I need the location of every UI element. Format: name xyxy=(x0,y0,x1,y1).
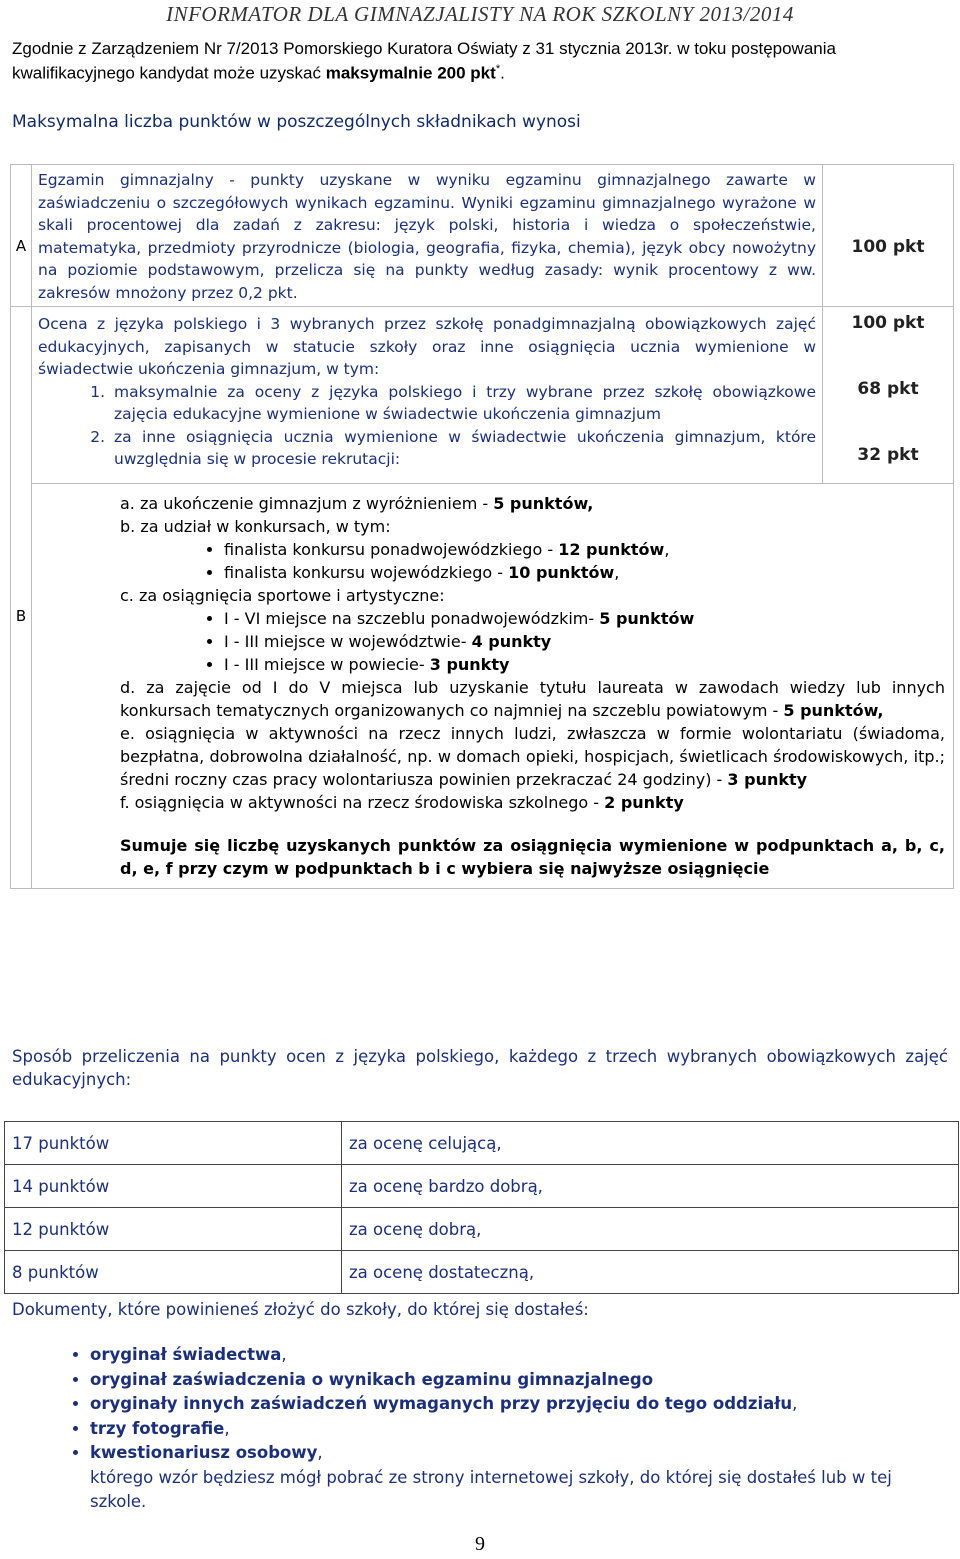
section-a-description: Egzamin gimnazjalny - punkty uzyskane w wyniku egzaminu gimnazjalnego zawarte w zaświadczeniu o szczegółowych wynikach egzaminu. Wyniki egzaminu gimnazjalnego wyrażone w skali procentowej dla zadań z zakresu: język polski, historia i wiedza o społeczeństwie, matematyka, przedmioty przyrodnicze (biologia, geografia, fizyka, chemia), język obcy nowożytny na poziomie podstawowym, przelicza się na punkty według zasady: wynik procentowy z ww. zakresów mnożony przez 0,2 pkt. xyxy=(32,165,823,307)
section-b-points: 100 pkt xyxy=(851,313,925,333)
grade-label: za ocenę bardzo dobrą, xyxy=(342,1165,959,1208)
footnote-marker: * xyxy=(495,63,501,75)
entry-points: 4 punkty xyxy=(471,631,552,651)
item-c-entry xyxy=(224,607,945,630)
entry-end: , xyxy=(614,562,620,582)
page-number: 9 xyxy=(475,1533,485,1555)
document-name: oryginały innych zaświadczeń wymaganych przy przyjęciu do tego oddziału xyxy=(90,1394,793,1413)
section-b-row xyxy=(11,483,954,888)
grade-label: za ocenę dostateczną, xyxy=(342,1251,959,1294)
section-a-points: 100 pkt xyxy=(823,165,954,307)
grade-points: 17 punktów xyxy=(5,1122,342,1165)
entry-points: 12 punktów xyxy=(558,539,665,559)
item-a-text: a. za ukończenie gimnazjum z wyróżnieniem - xyxy=(120,493,494,513)
entry-end: , xyxy=(664,539,670,559)
item-a-points: 5 punktów, xyxy=(493,493,594,513)
intro-max-points: maksymalnie 200 pkt xyxy=(325,63,496,83)
item-c-list xyxy=(120,607,945,676)
item-c: c. za osiągnięcia sportowe i artystyczne: xyxy=(120,585,445,605)
document-end: , xyxy=(792,1394,798,1413)
document-end: , xyxy=(281,1345,287,1364)
document-item xyxy=(90,1368,950,1393)
intro-text: Zgodnie z Zarządzeniem Nr 7/2013 Pomorskiego Kuratora Oświaty z 31 stycznia 2013r. w toku postępowania kwalifikacyjnego kandydat może uzyskać xyxy=(12,39,836,83)
entry-points: 10 punktów xyxy=(508,562,615,582)
document-name: trzy fotografie xyxy=(90,1418,225,1438)
entry-text: finalista konkursu wojewódzkiego - xyxy=(224,562,509,582)
intro-end: . xyxy=(500,63,505,83)
item-c-entry xyxy=(224,630,945,653)
document-item xyxy=(90,1417,950,1442)
item-e-points: 3 punkty xyxy=(727,769,808,789)
document-item xyxy=(90,1392,950,1417)
item-a xyxy=(120,492,945,515)
item-b-list xyxy=(120,538,945,584)
grade-row xyxy=(5,1165,959,1208)
document-item xyxy=(90,1343,950,1368)
entry-points: 5 punktów xyxy=(599,608,695,628)
item-b-entry xyxy=(224,561,945,584)
grade-row xyxy=(5,1208,959,1251)
grade-label: za ocenę dobrą, xyxy=(342,1208,959,1251)
entry-text: finalista konkursu ponadwojewódzkiego - xyxy=(224,539,559,559)
points-table xyxy=(10,164,954,889)
item-e xyxy=(120,722,945,791)
document-end: , xyxy=(317,1443,323,1462)
section-b-top-row xyxy=(11,307,954,484)
documents-list xyxy=(48,1343,950,1515)
sublist-2-points: 32 pkt xyxy=(857,445,919,465)
grade-points: 8 punktów xyxy=(5,1251,342,1294)
grades-table xyxy=(4,1121,959,1294)
entry-text: I - VI miejsce na szczeblu ponadwojewódzkim- xyxy=(224,608,600,628)
item-d-points: 5 punktów, xyxy=(783,700,884,720)
document-header: INFORMATOR DLA GIMNAZJALISTY NA ROK SZKOLNY 2013/2014 xyxy=(166,2,794,26)
document-name: kwestionariusz osobowy xyxy=(90,1443,318,1462)
section-b-intro: Ocena z języka polskiego i 3 wybranych przez szkołę ponadgimnazjalną obowiązkowych zajęć edukacyjnych, zapisanych w statucie szkoły oraz inne osiągnięcia ucznia wymienione w świadectwie ukończenia gimnazjum, w tym: xyxy=(38,315,816,378)
summary-note: Sumuje się liczbę uzyskanych punktów za osiągnięcia wymienione w podpunktach a, b, c, d, e, f przy czym w podpunktach b i c wybiera się najwyższe osiągnięcie xyxy=(120,835,945,878)
item-b-entry xyxy=(224,538,945,561)
entry-points: 3 punkty xyxy=(429,654,510,674)
conversion-text: Sposób przeliczenia na punkty ocen z języka polskiego, każdego z trzech wybranych obowiązkowych zajęć edukacyjnych: xyxy=(12,1047,948,1089)
document-note: którego wzór będziesz mógł pobrać ze strony internetowej szkoły, do której się dostałeś lub w tej szkole. xyxy=(90,1467,892,1511)
item-e-text: e. osiągnięcia w aktywności na rzecz innych ludzi, zwłaszcza w formie wolontariatu (świadoma, bezpłatna, dobrowolna działalność, np. w domach opieki, hospicjach, świetlicach środowiskowych, itp.; średni roczny czas pracy wolontariusza powinien przekraczać 24 godziny) - xyxy=(120,723,945,789)
section-a-label: A xyxy=(11,165,32,307)
sublist-item-1: 1. maksymalnie za oceny z języka polskiego i trzy wybrane przez szkołę obowiązkowe zajęcia edukacyjne wymienione w świadectwie ukończenia gimnazjum xyxy=(110,381,816,426)
item-d-text: d. za zajęcie od I do V miejsca lub uzyskanie tytułu laureata w zawodach wiedzy lub innych konkursach tematycznych organizowanych co najmniej na szczeblu powiatowym - xyxy=(120,677,945,720)
section-b-details xyxy=(32,483,954,888)
item-b: b. za udział w konkursach, w tym: xyxy=(120,516,391,536)
item-f-text: f. osiągnięcia w aktywności na rzecz środowiska szkolnego - xyxy=(120,792,605,812)
section-a-row xyxy=(11,165,954,307)
grade-points: 14 punktów xyxy=(5,1165,342,1208)
grade-row xyxy=(5,1122,959,1165)
entry-text: I - III miejsce w województwie- xyxy=(224,631,472,651)
intro-paragraph xyxy=(12,38,948,84)
document-name: oryginał świadectwa xyxy=(90,1345,282,1364)
sublist-1-points: 68 pkt xyxy=(857,379,919,399)
entry-text: I - III miejsce w powiecie- xyxy=(224,654,430,674)
document-item xyxy=(90,1441,950,1515)
document-name: oryginał zaświadczenia o wynikach egzaminu gimnazjalnego xyxy=(90,1369,654,1389)
document-end: , xyxy=(224,1418,230,1438)
grade-points: 12 punktów xyxy=(5,1208,342,1251)
section-b-label: B xyxy=(11,483,32,888)
section-b-top-label xyxy=(11,307,32,484)
item-d xyxy=(120,676,945,722)
section-b-top-description xyxy=(32,307,823,484)
item-f xyxy=(120,791,945,814)
max-points-heading: Maksymalna liczba punktów w poszczególnych składnikach wynosi xyxy=(12,111,581,132)
item-f-points: 2 punkty xyxy=(604,792,684,812)
section-b-points-cell xyxy=(823,307,954,484)
item-c-entry xyxy=(224,653,945,676)
grade-row xyxy=(5,1251,959,1294)
documents-intro: Dokumenty, które powinieneś złożyć do szkoły, do której się dostałeś: xyxy=(12,1300,589,1319)
sublist-item-2: 2. za inne osiągnięcia ucznia wymienione w świadectwie ukończenia gimnazjum, które uwzględnia się w procesie rekrutacji: xyxy=(110,426,816,471)
grade-label: za ocenę celującą, xyxy=(342,1122,959,1165)
section-b-sublist xyxy=(38,381,816,471)
